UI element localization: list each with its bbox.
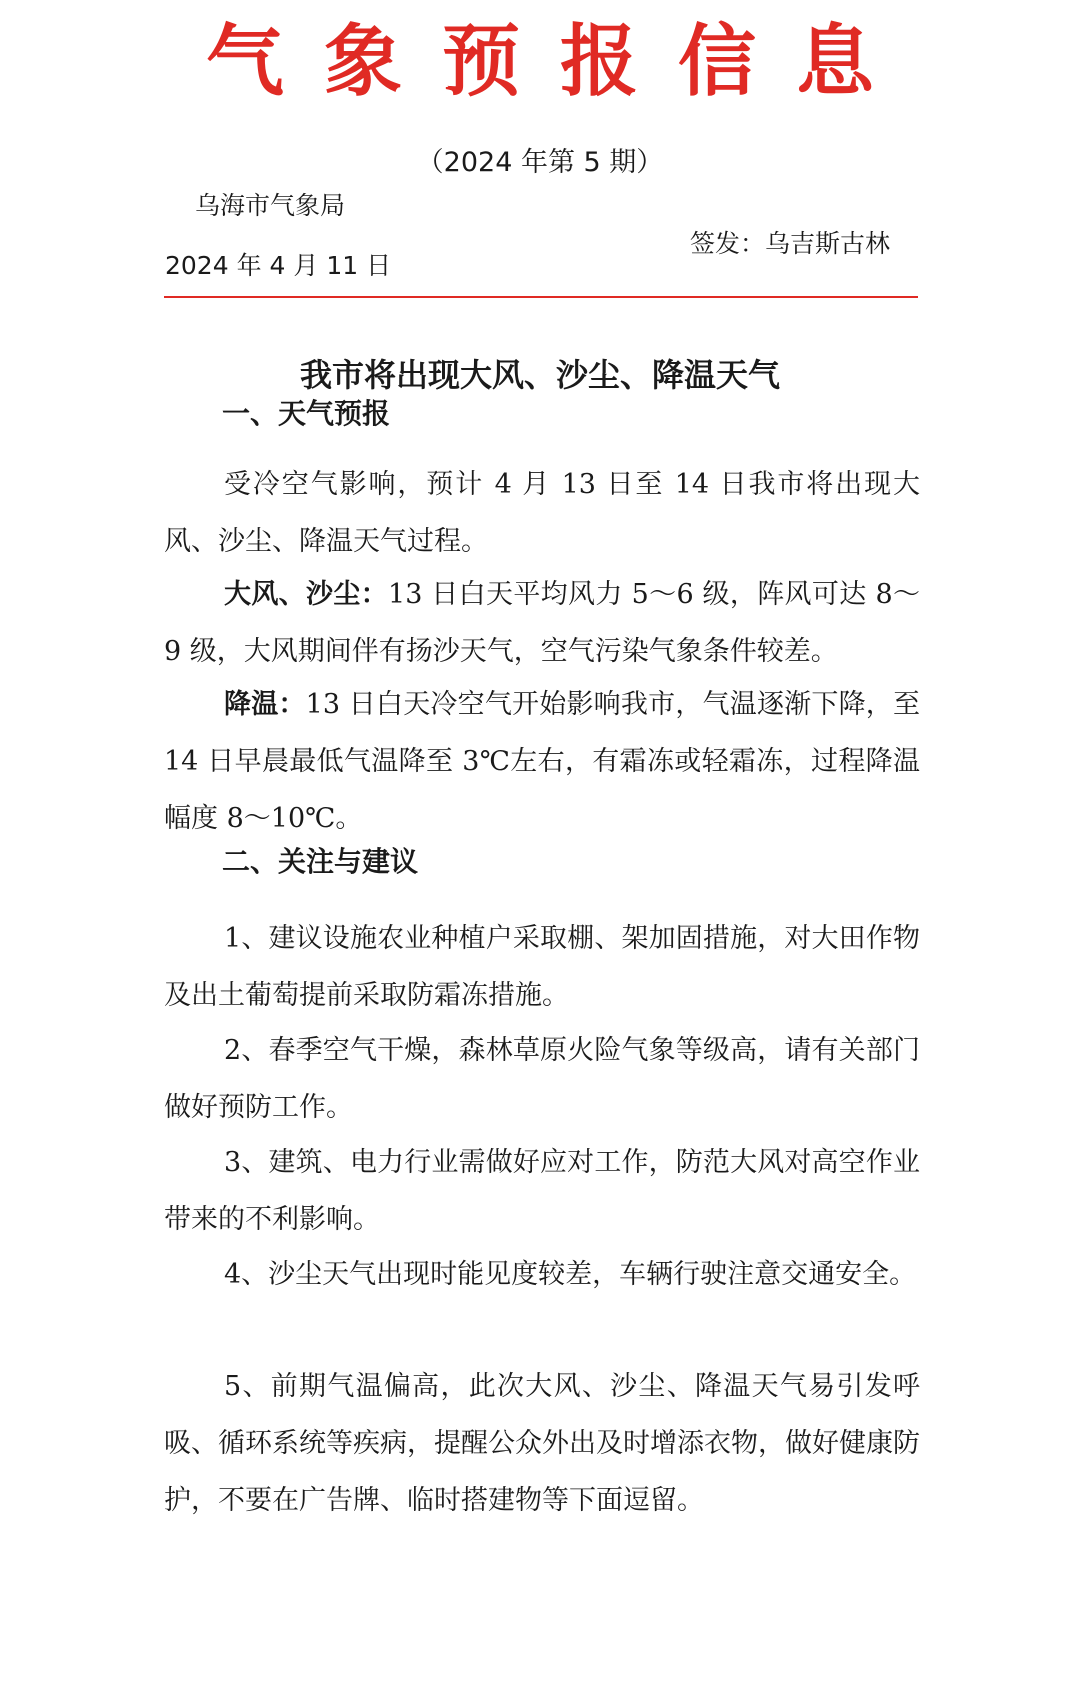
forecast-intro-paragraph: 受冷空气影响，预计 4 月 13 日至 14 日我市将出现大风、沙尘、降温天气过程。 (164, 469, 920, 557)
wind-dust-text: 13 日白天平均风力 5～6 级，阵风可达 8～9 级，大风期间伴有扬沙天气，空气污染气象条件较差。 (164, 579, 920, 667)
cooling-paragraph (164, 676, 920, 847)
article-title: 我市将出现大风、沙尘、降温天气 (299, 356, 780, 394)
advice-item: 2、春季空气干燥，森林草原火险气象等级高，请有关部门做好预防工作。 (164, 1035, 920, 1123)
section-heading-advice: 二、关注与建议 (222, 845, 419, 878)
wind-dust-label: 大风、沙尘： (224, 579, 389, 610)
header-divider (164, 296, 918, 298)
issuing-bureau: 乌海市气象局 (195, 191, 346, 220)
advice-item: 4、沙尘天气出现时能见度较差，车辆行驶注意交通安全。 (224, 1259, 917, 1290)
masthead-title: 气象预报信息 (205, 17, 914, 107)
cooling-text: 13 日白天冷空气开始影响我市，气温逐渐下降，至 14 日早晨最低气温降至 3℃左右，有霜冻或轻霜冻，过程降温幅度 8～10℃。 (164, 689, 920, 834)
issue-number: （2024 年第 5 期） (416, 147, 664, 178)
advice-item: 1、建议设施农业种植户采取棚、架加固措施，对大田作物及出土葡萄提前采取防霜冻措施。 (164, 923, 920, 1011)
section-heading-forecast: 一、天气预报 (222, 397, 391, 430)
advice-item: 5、前期气温偏高，此次大风、沙尘、降温天气易引发呼吸、循环系统等疾病，提醒公众外出及时增添衣物，做好健康防护，不要在广告牌、临时搭建物等下面逗留。 (164, 1371, 920, 1516)
wind-dust-paragraph (164, 566, 920, 680)
issue-date: 2024 年 4 月 11 日 (165, 251, 392, 280)
advice-item: 3、建筑、电力行业需做好应对工作，防范大风对高空作业带来的不利影响。 (164, 1147, 920, 1235)
cooling-label: 降温： (224, 689, 306, 720)
signer: 签发：乌吉斯古林 (690, 229, 891, 258)
